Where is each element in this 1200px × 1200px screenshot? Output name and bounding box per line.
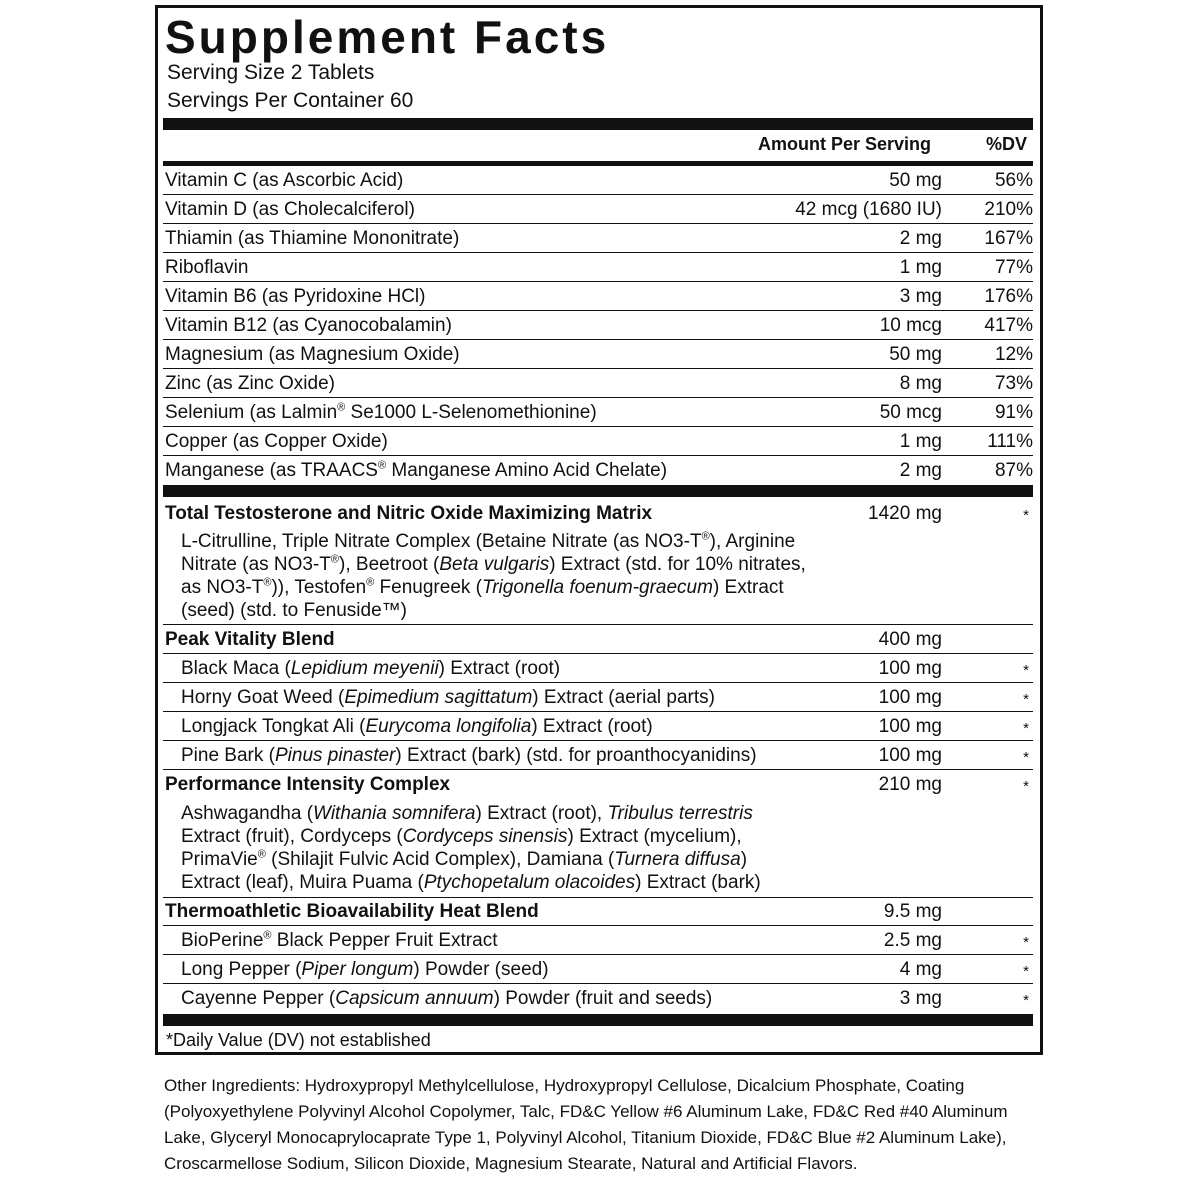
dv-asterisk: * — [1023, 934, 1029, 951]
nutrient-amount: 2 mg — [899, 460, 942, 481]
nutrient-name: Riboflavin — [165, 257, 249, 278]
blend-amount: 210 mg — [878, 774, 942, 795]
ingredient-amount: 100 mg — [878, 687, 942, 708]
dv-asterisk: * — [1023, 507, 1029, 524]
ingredient-name — [181, 959, 549, 981]
desc-line — [181, 553, 806, 576]
desc-text: BioPerine — [181, 930, 264, 951]
desc-line — [181, 530, 806, 553]
latin-name: Epimedium sagittatum — [344, 687, 533, 708]
latin-name: Piper longum — [301, 959, 414, 980]
blend-amount: 400 mg — [878, 629, 942, 650]
nutrient-amount: 3 mg — [899, 286, 942, 307]
registered-mark: ® — [377, 459, 387, 472]
other-ingredients — [164, 1073, 1044, 1177]
latin-name: Turnera diffusa — [614, 849, 741, 870]
dv-asterisk: * — [1023, 749, 1029, 766]
ingredient-amount: 100 mg — [878, 658, 942, 679]
dv-asterisk: * — [1023, 662, 1029, 679]
ingredient-name — [181, 930, 497, 952]
ingredient-row — [163, 741, 1033, 770]
ingredient-amount: 100 mg — [878, 716, 942, 737]
nutrient-row — [163, 166, 1033, 195]
dv-asterisk: * — [1023, 963, 1029, 980]
nutrient-row — [163, 456, 1033, 485]
thick-divider — [163, 118, 1033, 130]
nutrient-row — [163, 340, 1033, 369]
nutrient-name-part: Manganese (as TRAACS — [165, 460, 378, 481]
blend-name: Total Testosterone and Nitric Oxide Maximizing Matrix — [165, 503, 653, 524]
registered-mark: ® — [330, 553, 340, 566]
desc-text: ) — [400, 600, 407, 621]
other-ingredients-line: (Polyoxyethylene Polyvinyl Alcohol Copolymer, Talc, FD&C Yellow #6 Aluminum Lake, FD&C Red #40 Aluminum — [164, 1102, 1008, 1121]
ingredient-name — [181, 658, 560, 680]
nutrient-amount: 42 mcg (1680 IU) — [795, 199, 942, 220]
desc-line — [181, 871, 761, 894]
nutrient-name — [165, 402, 597, 424]
desc-text: ) Extract (std. for 10% nitrates, — [549, 554, 806, 575]
desc-text: Extract (leaf), Muira Puama ( — [181, 872, 424, 893]
latin-name: Lepidium meyenii — [290, 658, 439, 679]
blend-row-matrix — [163, 499, 1033, 528]
nutrient-amount: 1 mg — [899, 431, 942, 452]
nutrient-dv: 176% — [984, 286, 1033, 307]
nutrient-name: Vitamin B6 (as Pyridoxine HCl) — [165, 286, 426, 307]
nutrient-dv: 87% — [994, 460, 1033, 481]
desc-text: (Shilajit Fulvic Acid Complex), Damiana ( — [265, 849, 615, 870]
nutrient-row — [163, 398, 1033, 427]
desc-text: ) Extract (mycelium), — [567, 826, 742, 847]
nutrient-dv: 56% — [994, 170, 1033, 191]
performance-ingredients — [181, 802, 761, 894]
ingredient-amount: 3 mg — [899, 988, 942, 1009]
desc-text: (seed) (std. to Fenuside — [181, 600, 382, 621]
desc-text: ) Extract (bark) — [635, 872, 761, 893]
nutrient-row — [163, 282, 1033, 311]
serving-size: Serving Size 2 Tablets — [167, 61, 375, 84]
desc-text: as NO3-T — [181, 577, 264, 598]
blend-row-performance — [163, 770, 1033, 799]
nutrient-row — [163, 195, 1033, 224]
latin-name: Pinus pinaster — [274, 745, 396, 766]
nutrient-name: Vitamin D (as Cholecalciferol) — [165, 199, 415, 220]
desc-text: Ashwagandha ( — [181, 803, 314, 824]
registered-mark: ® — [701, 530, 710, 543]
nutrient-name: Thiamin (as Thiamine Mononitrate) — [165, 228, 460, 249]
blend-row-peak — [163, 625, 1033, 654]
ingredient-row — [163, 654, 1033, 683]
blend-name: Performance Intensity Complex — [165, 774, 451, 795]
nutrient-amount: 8 mg — [899, 373, 942, 394]
latin-name: Cordyceps sinensis — [402, 826, 568, 847]
nutrient-row — [163, 427, 1033, 456]
ingredient-row — [163, 984, 1033, 1013]
ingredient-name — [181, 745, 757, 767]
nutrient-row — [163, 253, 1033, 282]
latin-name: Capsicum annuum — [335, 988, 494, 1009]
desc-text: Black Pepper Fruit Extract — [271, 930, 498, 951]
desc-text: Fenugreek ( — [374, 577, 483, 598]
nutrient-dv: 111% — [987, 431, 1033, 452]
registered-mark: ® — [366, 576, 375, 589]
ingredient-row — [163, 926, 1033, 955]
desc-text: Nitrate (as NO3-T — [181, 554, 331, 575]
nutrient-name: Magnesium (as Magnesium Oxide) — [165, 344, 460, 365]
latin-name: Ptychopetalum olacoides — [423, 872, 636, 893]
desc-line — [181, 576, 806, 599]
desc-line — [181, 848, 761, 871]
dv-asterisk: * — [1023, 992, 1029, 1009]
nutrient-name: Zinc (as Zinc Oxide) — [165, 373, 335, 394]
desc-text: ) Extract (root), — [475, 803, 608, 824]
latin-name: Tribulus terrestris — [607, 803, 753, 824]
nutrient-dv: 12% — [994, 344, 1033, 365]
nutrient-dv: 417% — [984, 315, 1033, 336]
ingredient-name — [181, 988, 712, 1010]
nutrient-name — [165, 460, 667, 482]
ingredient-name — [181, 687, 715, 709]
ingredient-row — [163, 683, 1033, 712]
thick-divider — [163, 1014, 1033, 1026]
desc-text: ) Extract (aerial parts) — [532, 687, 715, 708]
registered-mark: ® — [257, 848, 266, 861]
desc-text: ), Arginine — [709, 531, 796, 552]
ingredient-amount: 2.5 mg — [883, 930, 942, 951]
desc-text: L-Citrulline, Triple Nitrate Complex (Betaine Nitrate (as NO3-T — [181, 531, 702, 552]
desc-text: ) Extract (root) — [438, 658, 561, 679]
desc-text: PrimaVie — [181, 849, 258, 870]
dv-asterisk: * — [1023, 691, 1029, 708]
latin-name: Beta vulgaris — [439, 554, 550, 575]
blend-name: Thermoathletic Bioavailability Heat Blend — [165, 901, 539, 922]
desc-text: Cayenne Pepper ( — [181, 988, 336, 1009]
thick-divider — [163, 485, 1033, 497]
blend-amount: 9.5 mg — [883, 901, 942, 922]
desc-text: )), Testofen — [271, 577, 367, 598]
blend-amount: 1420 mg — [868, 503, 942, 524]
desc-text: Horny Goat Weed ( — [181, 687, 345, 708]
nutrient-amount: 50 mcg — [879, 402, 942, 423]
nutrient-name: Copper (as Copper Oxide) — [165, 431, 388, 452]
matrix-ingredients — [181, 530, 806, 622]
desc-text: ) Extract (bark) (std. for proanthocyanidins) — [395, 745, 757, 766]
blend-name: Peak Vitality Blend — [165, 629, 335, 650]
nutrient-dv: 210% — [984, 199, 1033, 220]
trademark-mark: ™ — [381, 600, 401, 621]
desc-line — [181, 599, 806, 622]
desc-text: Pine Bark ( — [181, 745, 275, 766]
desc-text: Black Maca ( — [181, 658, 291, 679]
ingredient-row — [163, 712, 1033, 741]
desc-line — [181, 802, 761, 825]
desc-text: ) Powder (fruit and seeds) — [493, 988, 713, 1009]
desc-text: Longjack Tongkat Ali ( — [181, 716, 366, 737]
other-ingredients-line: Croscarmellose Sodium, Silicon Dioxide, Magnesium Stearate, Natural and Artificial Flavors. — [164, 1154, 858, 1173]
ingredient-amount: 4 mg — [899, 959, 942, 980]
nutrient-name: Vitamin B12 (as Cyanocobalamin) — [165, 315, 452, 336]
desc-text: Long Pepper ( — [181, 959, 302, 980]
nutrient-dv: 91% — [994, 402, 1033, 423]
registered-mark: ® — [337, 401, 346, 414]
registered-mark: ® — [263, 576, 272, 589]
desc-text: ) — [740, 849, 748, 870]
panel-title: Supplement Facts — [165, 11, 610, 63]
nutrient-amount: 50 mg — [889, 170, 942, 191]
dv-header: %DV — [986, 134, 1028, 154]
dv-asterisk: * — [1023, 720, 1029, 737]
nutrient-amount: 50 mg — [889, 344, 942, 365]
nutrient-amount: 2 mg — [899, 228, 942, 249]
nutrient-row — [163, 224, 1033, 253]
nutrient-dv: 73% — [994, 373, 1033, 394]
ingredient-row — [163, 955, 1033, 984]
nutrient-amount: 1 mg — [899, 257, 942, 278]
registered-mark: ® — [263, 929, 272, 942]
latin-name: Trigonella foenum-graecum — [482, 577, 713, 598]
nutrient-dv: 167% — [984, 228, 1033, 249]
dv-asterisk: * — [1023, 778, 1029, 795]
nutrient-dv: 77% — [994, 257, 1033, 278]
latin-name: Withania somnifera — [313, 803, 476, 824]
nutrient-name-part: Selenium (as Lalmin — [165, 402, 338, 423]
other-ingredients-line: Lake, Glyceryl Monocaprylocaprate Type 1, Polyvinyl Alcohol, Titanium Dioxide, FD&C Blue #2 Aluminum Lake), — [164, 1128, 1007, 1147]
ingredient-amount: 100 mg — [878, 745, 942, 766]
latin-name: Eurycoma longifolia — [365, 716, 532, 737]
nutrient-row — [163, 311, 1033, 340]
ingredient-name — [181, 716, 653, 738]
blend-row-thermo — [163, 897, 1033, 926]
nutrient-amount: 10 mcg — [879, 315, 942, 336]
dv-footnote: *Daily Value (DV) not established — [166, 1030, 431, 1050]
desc-text: ) Extract — [712, 577, 784, 598]
desc-line — [181, 825, 761, 848]
nutrient-name: Vitamin C (as Ascorbic Acid) — [165, 170, 404, 191]
desc-text: ) Extract (root) — [531, 716, 653, 737]
desc-text: Extract (fruit), Cordyceps ( — [181, 826, 403, 847]
amount-header: Amount Per Serving — [758, 134, 932, 154]
desc-text: ), Beetroot ( — [339, 554, 440, 575]
desc-text: ) Powder (seed) — [413, 959, 549, 980]
other-ingredients-line: Other Ingredients: Hydroxypropyl Methylcellulose, Hydroxypropyl Cellulose, Dicalcium Phosphate, Coating — [164, 1076, 965, 1095]
nutrient-name-part: Manganese Amino Acid Chelate) — [386, 460, 668, 481]
servings-per-container: Servings Per Container 60 — [167, 89, 414, 112]
nutrient-name-part: Se1000 L-Selenomethionine) — [345, 402, 597, 423]
nutrient-row — [163, 369, 1033, 398]
